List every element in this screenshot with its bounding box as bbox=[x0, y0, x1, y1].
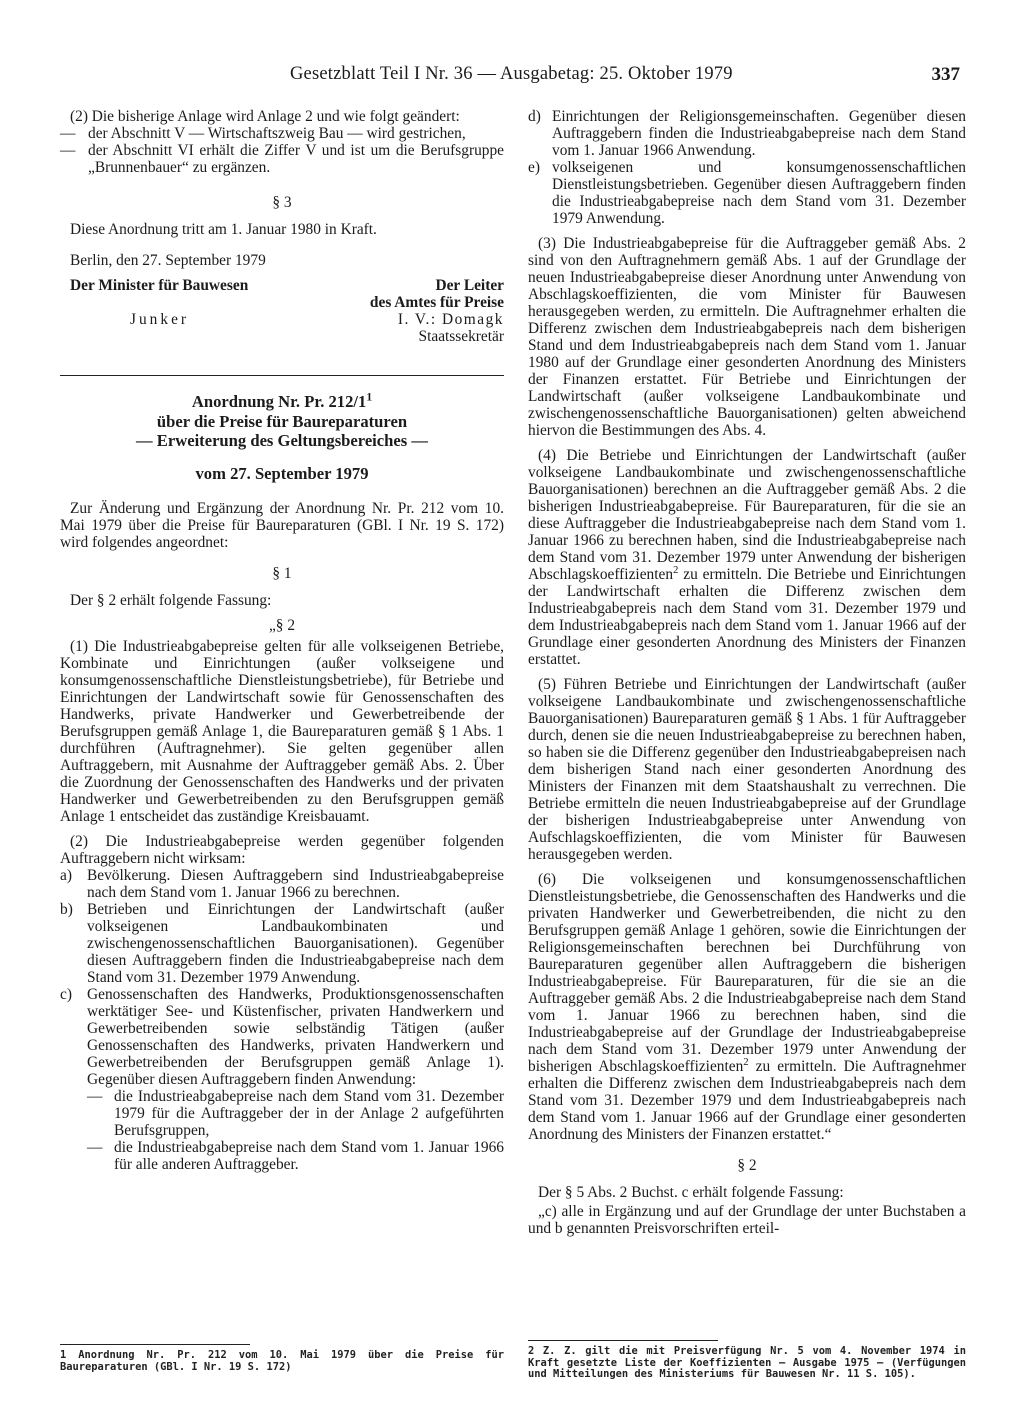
signatory-name: Junker bbox=[130, 311, 190, 328]
footnote-rule bbox=[528, 1340, 718, 1341]
list-item-text: volkseigenen und konsumgenossenschaftlichen Dienstleistungsbetrieben. Gegenüber diesen Auftraggebern finden die Industrieabgabepreise nach dem Stand vom 31. Dezember 1979 Anwendung. bbox=[552, 159, 966, 227]
title-line: über die Preise für Baureparaturen bbox=[156, 411, 408, 431]
footnote-2: 2 Z. Z. gilt die mit Preisverfügung Nr. 5 vom 4. November 1974 in Kraft gesetzte Liste der Koeffizienten — Ausgabe 1975 — (Verfügungen und Mitteilungen des Ministeriums für Bauwesen Nr. 11 S. 105). bbox=[528, 1345, 966, 1380]
section-text: Der § 2 erhält folgende Fassung: bbox=[70, 591, 272, 609]
list-item-text: die Industrieabgabepreise nach dem Stand vom 31. Dezember 1979 für die Auftraggeber der in der Anlage 2 aufgeführten Berufsgruppen, bbox=[114, 1087, 504, 1139]
dash-marker: — bbox=[60, 125, 76, 142]
paragraph-2: (2) Die Industrieabgabepreise werden gegenüber folgenden Auftraggebern nicht wirksam: bbox=[60, 832, 504, 867]
paragraph-6 bbox=[528, 871, 966, 1143]
signature-left bbox=[60, 277, 280, 345]
dash-marker: — bbox=[60, 142, 76, 159]
footnote-ref: 2 bbox=[743, 1055, 749, 1068]
signatory-title: des Amtes für Preise bbox=[369, 294, 504, 311]
effective-date-text: Diese Anordnung tritt am 1. Januar 1980 in Kraft. bbox=[70, 221, 377, 238]
list-item-text: der Abschnitt VI erhält die Ziffer V und ist um die Berufsgruppe „Brunnenbauer“ zu ergänzen. bbox=[88, 142, 504, 176]
list-marker: e) bbox=[528, 159, 540, 176]
section-divider bbox=[60, 375, 504, 376]
list-item-text: Bevölkerung. Diesen Auftraggebern sind Industrieabgabepreise nach dem Stand vom 1. Januar 1966 zu berechnen. bbox=[87, 866, 504, 901]
paragraph-4 bbox=[528, 447, 966, 668]
section-heading: § 3 bbox=[272, 194, 292, 211]
list-item-text: der Abschnitt V — Wirtschaftszweig Bau — wird gestrichen, bbox=[88, 125, 466, 142]
list-marker: a) bbox=[60, 866, 72, 884]
paragraph-3: (3) Die Industrieabgabepreise für die Auftraggeber gemäß Abs. 2 sind von den Auftragnehmern gemäß Abs. 1 auf der Grundlage der neuen Industrieabgabepreise dieser Anordnung unter Anwendung von Abschlagskoeffizienten, die vom Minister für Bauwesen herausgegeben werden, zu ermitteln. Die Auftragnehmer erhalten die Differenz zwischen dem Industrieabgabepreis nach dem bisherigen Stand und dem Industrieabgabepreis nach dem Stand vom 1. Januar 1980 auf der Grundlage einer gesonderten Anordnung des Ministers der Finanzen erstattet. Für Betriebe und Einrichtungen der Landwirtschaft (außer volkseigene Landbaukombinate und zwischengenossenschaftliche Bauorganisationen) gelten abweichend hiervon die Bestimmungen des Abs. 4. bbox=[528, 235, 966, 439]
signatory-role: Staatssekretär bbox=[418, 328, 504, 345]
sub-list-item bbox=[60, 1139, 504, 1173]
signatory-title: Der Leiter bbox=[435, 277, 504, 294]
list-item bbox=[60, 901, 504, 986]
sub-list-item bbox=[60, 1088, 504, 1139]
running-title: Gesetzblatt Teil I Nr. 36 — Ausgabetag: 25. Oktober 1979 bbox=[290, 64, 733, 84]
list-marker: b) bbox=[60, 900, 73, 918]
paragraph-1: (1) Die Industrieabgabepreise gelten für alle volkseigenen Betriebe, Kombinate und Einrichtungen (außer volkseigene und konsumgenossenschaftliche Dienstleistungsbetriebe), für Betriebe und Einrichtungen der Landwirtschaft sowie für Genossenschaften des Handwerks, private Handwerker und Gewerbetreibende der Berufsgruppen gemäß Anlage 1, die Baureparaturen gemäß § 1 Abs. 1 durchführen (Auftragnehmer). Sie gelten gegenüber allen Auftraggebern, mit Ausnahme der Auftraggeber gemäß Abs. 2. Über die Zuordnung der Genossenschaften des Handwerks und der privaten Handwerker und Gewerbetreibenden zu den Berufsgruppen gemäß Anlage 1 entscheidet das zuständige Kreisbauamt. bbox=[60, 637, 504, 825]
list-item bbox=[60, 125, 504, 142]
signature-block bbox=[60, 277, 504, 345]
signatory-name: I. V.: Domagk bbox=[397, 311, 504, 328]
dash-marker: — bbox=[87, 1087, 103, 1105]
paragraph-anlage-change: (2) Die bisherige Anlage wird Anlage 2 und wie folgt geändert: bbox=[70, 108, 460, 125]
quoted-section-heading: „§ 2 bbox=[268, 616, 296, 634]
paragraph-5: (5) Führen Betriebe und Einrichtungen der Landwirtschaft (außer volkseigene Landbaukombinate und zwischengenossenschaftliche Bauorganisationen) Baureparaturen gemäß § 1 Abs. 1 für Auftraggeber durch, denen sie die neuen Industrieabgabepreise zu berechnen haben, so haben sie die Differenz gegenüber den Industrieabgabepreisen nach dem bisherigen Stand nach einer gesonderten Anordnung des Ministers der Finanzen mit dem Staatshaushalt zu verrechnen. Die Betriebe ermitteln die neuen Industrieabgabepreise auf der Grundlage der bisherigen Industrieabgabepreise unter Anwendung von Aufschlagskoeffizienten, die vom Minister für Bauwesen herausgegeben werden. bbox=[528, 676, 966, 863]
quoted-text: „c) alle in Ergänzung und auf der Grundlage der unter Buchstaben a und b genannten Preisvorschriften erteil- bbox=[528, 1203, 966, 1237]
title-line: — Erweiterung des Geltungsbereiches — bbox=[136, 431, 428, 450]
list-marker: c) bbox=[60, 985, 72, 1003]
list-item bbox=[60, 867, 504, 901]
ordinance-date: vom 27. September 1979 bbox=[195, 463, 369, 483]
list-item-text: Einrichtungen der Religionsgemeinschaften. Gegenüber diesen Auftraggebern finden die Industrieabgabepreise nach dem Stand vom 1. Januar 1966 Anwendung. bbox=[552, 108, 966, 159]
list-item bbox=[528, 108, 966, 159]
list-item-text: die Industrieabgabepreise nach dem Stand vom 1. Januar 1966 für alle anderen Auftraggeber. bbox=[114, 1138, 504, 1173]
paragraph-text: zu ermitteln. Die Betriebe und Einrichtungen der Landwirtschaft erhalten die Differenz zwischen dem Industrieabgabepreis nach dem Stand vom 31. Dezember 1979 und dem Industrieabgabepreis nach dem Stand vom 1. Januar 1966 auf der Grundlage einer gesonderten Anordnung des Ministers der Finanzen erstattet. bbox=[528, 566, 966, 668]
list-marker: d) bbox=[528, 108, 541, 125]
list-item bbox=[60, 986, 504, 1088]
paragraph-text: (6) Die volkseigenen und konsumgenossenschaftlichen Dienstleistungsbetriebe, die Genossenschaften des Handwerks und die privaten Handwerker und Gewerbetreibenden, die nicht zu den Berufsgruppen gemäß Anlage 1 gehören, sowie die Einrichtungen der Religionsgemeinschaften berechnen bei Durchführung von Baureparaturen gegenüber allen Auftraggebern die bisherigen Industrieabgabepreise. Für Baureparaturen, für die sie an die Auftraggeber gemäß Abs. 2 die Industrieabgabepreise nach dem Stand vom 1. Januar 1966 zu berechnen haben, sind die Industrieabgabepreise auf der Grundlage der Industrieabgabepreise nach dem Stand vom 31. Dezember 1979 unter Anwendung der bisherigen Abschlagskoeffizienten bbox=[528, 871, 966, 1075]
section-text: Der § 5 Abs. 2 Buchst. c erhält folgende Fassung: bbox=[538, 1184, 844, 1201]
list-item-text: Genossenschaften des Handwerks, Produktionsgenossenschaften werktätiger See- und Küstenfischer, privaten Handwerkern und Gewerbetreibenden sowie selbständig Tätigen (außer Genossenschaften des Handwerks, privaten Handwerkern und Gewerbetreibenden der Berufsgruppen gemäß Anlage 1). Gegenüber diesen Auftraggebern finden Anwendung: bbox=[87, 985, 504, 1088]
right-column bbox=[528, 108, 966, 1245]
left-column bbox=[60, 108, 504, 1173]
title-line: Anordnung Nr. Pr. 212/1 bbox=[191, 392, 367, 411]
footnote-1: 1 Anordnung Nr. Pr. 212 vom 10. Mai 1979 über die Preise für Baureparaturen (GBl. I Nr. 19 S. 172) bbox=[60, 1349, 504, 1373]
section-heading: § 1 bbox=[272, 564, 292, 582]
section-heading: § 2 bbox=[737, 1157, 757, 1174]
list-item bbox=[528, 159, 966, 227]
list-item bbox=[60, 142, 504, 176]
page-header bbox=[290, 64, 960, 94]
paragraph-text: (4) Die Betriebe und Einrichtungen der Landwirtschaft (außer volkseigene Landbaukombinate und zwischengenossenschaftliche Bauorganisationen) berechnen an die Auftraggeber gemäß Abs. 2 die bisherigen Industrieabgabepreise. Für Baureparaturen, für die sie an diese Auftraggeber die Industrieabgabepreise nach dem Stand vom 1. Januar 1966 zu berechnen haben, sind die Industrieabgabepreise nach dem Stand vom 31. Dezember 1979 unter Anwendung der bisherigen Abschlagskoeffizienten bbox=[528, 447, 966, 583]
dash-marker: — bbox=[87, 1138, 103, 1156]
list-item-text: Betrieben und Einrichtungen der Landwirtschaft (außer volkseigenen Landbaukombinaten und zwischengenossenschaftlichen Bauorganisationen). Gegenüber diesen Auftraggebern finden die Industrieabgabepreise nach dem Stand vom 31. Dezember 1979 Anwendung. bbox=[87, 900, 504, 986]
page-number: 337 bbox=[931, 64, 960, 85]
place-date: Berlin, den 27. September 1979 bbox=[70, 252, 266, 269]
footnote-ref: 1 bbox=[366, 390, 373, 404]
signatory-title: Der Minister für Bauwesen bbox=[70, 277, 249, 294]
footnote-rule bbox=[60, 1344, 250, 1345]
footnote-ref: 2 bbox=[673, 563, 679, 576]
intro-paragraph: Zur Änderung und Ergänzung der Anordnung Nr. Pr. 212 vom 10. Mai 1979 über die Preise für Baureparaturen (GBl. I Nr. 19 S. 172) wird folgendes angeordnet: bbox=[60, 499, 504, 551]
signature-right bbox=[304, 277, 504, 345]
ordinance-title bbox=[60, 392, 504, 451]
paragraph-text: zu ermitteln. Die Auftragnehmer erhalten die Differenz zwischen dem Industrieabgabepreis nach dem Stand vom 31. Dezember 1979 und dem Industrieabgabepreis nach dem Stand vom 1. Januar 1966 auf der Grundlage einer gesonderten Anordnung des Ministers der Finanzen erstattet.“ bbox=[528, 1058, 966, 1143]
